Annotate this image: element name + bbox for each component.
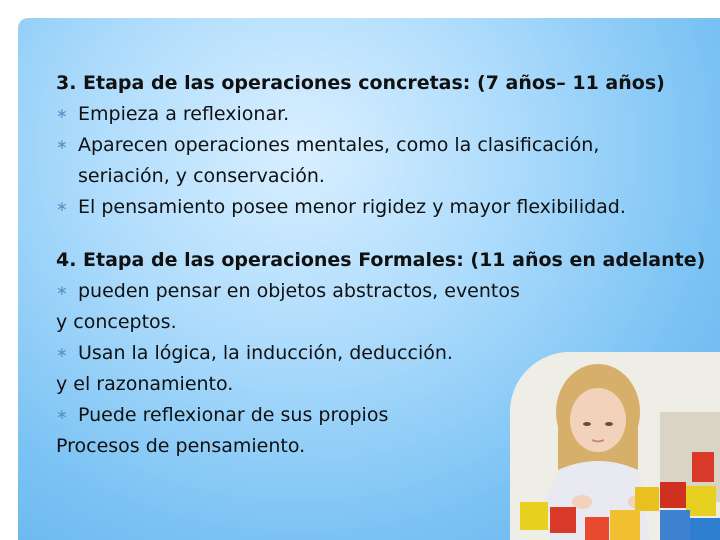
section3-heading: 3. Etapa de las operaciones concretas: (7 años– 11 años) [56,72,665,94]
section4-bullet-1 [56,276,716,307]
bullet-text: Empieza a reflexionar. [78,103,290,125]
bullet-star-icon: ∗ [56,106,68,122]
bullet-star-icon: ∗ [56,407,68,423]
bullet-text: Usan la lógica, la inducción, deducción. [78,342,453,364]
bullet-star-icon: ∗ [56,199,68,215]
spacer [56,223,716,245]
section3-bullet-2 [56,130,716,161]
bullet-text: Puede reflexionar de sus propios [78,404,389,426]
section3-bullet-2-continuation: seriación, y conservación. [78,165,325,187]
section3-bullet-1 [56,99,716,130]
bullet-star-icon: ∗ [56,283,68,299]
bullet-text: Aparecen operaciones mentales, como la clasificación, [78,134,600,156]
child-with-blocks-illustration [510,352,720,540]
section4-line-2: y conceptos. [56,311,177,333]
child-with-blocks-photo [510,352,720,540]
section4-line-6: Procesos de pensamiento. [56,435,306,457]
bullet-star-icon: ∗ [56,345,68,361]
bullet-text: pueden pensar en objetos abstractos, eventos [78,280,520,302]
section4-heading: 4. Etapa de las operaciones Formales: (11 años en adelante) [56,249,706,271]
section3-bullet-3 [56,192,716,223]
bullet-text: El pensamiento posee menor rigidez y mayor flexibilidad. [78,196,626,218]
bullet-star-icon: ∗ [56,137,68,153]
section4-line-4: y el razonamiento. [56,373,234,395]
